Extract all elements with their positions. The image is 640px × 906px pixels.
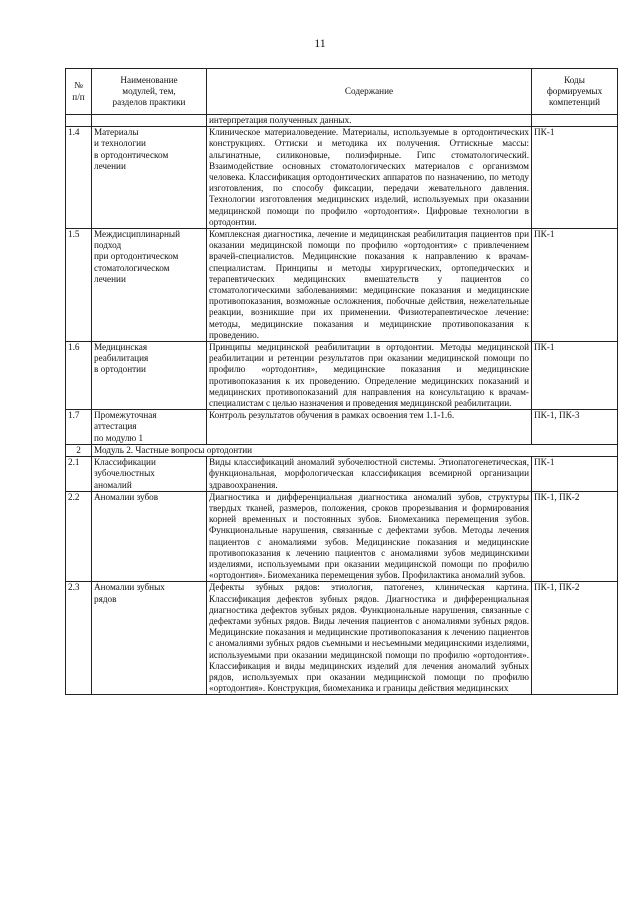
row-num: 2.2 — [66, 491, 92, 582]
row-content: Диагностика и дифференциальная диагностика аномалий зубов, структуры твердых тканей, размеров, положения, сроков прорезывания и формирования корней временных и постоянных зубов. Биомеханика перемещения зубов. Функциональные нарушения, связанные с дефектами зубов. Методы лечения пациентов с аномалиями зубов. Медицинские показания и медицинские противопоказания к лечению пациентов с аномалиями зубов медицинскими изделиями, используемыми при оказании медицинской помощи по профилю «ортодонтия». Биомеханика перемещения зубов. Профилактика аномалий зубов. — [207, 491, 532, 582]
page-number: 11 — [314, 36, 326, 50]
header-num: № п/п — [66, 69, 92, 115]
header-content: Содержание — [207, 69, 532, 115]
row-num: 1.4 — [66, 127, 92, 229]
table-row — [66, 229, 618, 342]
row-num: 2.3 — [66, 582, 92, 695]
row-codes: ПК-1 — [532, 457, 618, 492]
row-codes: ПК-1, ПК-2 — [532, 491, 618, 582]
table-row — [66, 582, 618, 695]
module-title: Модуль 2. Частные вопросы ортодонтии — [92, 444, 618, 456]
row-codes: ПК-1 — [532, 229, 618, 342]
row-name: Медицинская реабилитация в ортодонтии — [92, 342, 207, 410]
row-num: 1.5 — [66, 229, 92, 342]
table-row — [66, 410, 618, 445]
row-content: Дефекты зубных рядов: этиология, патогенез, клиническая картина. Классификация дефектов зубных рядов. Диагностика и дифференциальная диагностика дефектов зубных рядов. Функциональные нарушения, связанные с дефектами зубных рядов. Виды лечения пациентов с аномалиями зубных рядов. Медицинские показания и медицинские противопоказания к лечению пациентов с аномалиями зубных рядов съемными и несъемными медицинскими изделиями, используемыми при оказании медицинской помощи по профилю «ортодонтия». Классификация и виды медицинских изделий для лечения аномалий зубных рядов, используемых при оказании медицинской помощи по профилю «ортодонтия». Конструкция, биомеханика и границы действия медицинских — [207, 582, 532, 695]
table-row — [66, 115, 618, 127]
header-name: Наименование модулей, тем, разделов практики — [92, 69, 207, 115]
header-codes: Коды формируемых компетенций — [532, 69, 618, 115]
row-name — [92, 115, 207, 127]
row-name: Междисциплинарный подход при ортодонтическом стоматологическом лечении — [92, 229, 207, 342]
row-content: интерпретация полученных данных. — [207, 115, 532, 127]
row-content: Контроль результатов обучения в рамках освоения тем 1.1-1.6. — [207, 410, 532, 445]
row-content: Виды классификаций аномалий зубочелюстной системы. Этиопатогенетическая, функциональная, морфологическая классификация всемирной организации здравоохранения. — [207, 457, 532, 492]
row-content: Клиническое материаловедение. Материалы, используемые в ортодонтических конструкциях. Оттиски и методика их получения. Оттискные массы: альгинатные, силиконовые, полиэфирные. Гипс стоматологический. Взаимодействие основных стоматологических материалов с организмом человека. Классификация ортодонтических аппаратов по назначению, по методу изготовления, по способу фиксации, передачи жевательного давления. Технологии изготовления медицинских изделий, используемых при оказании медицинской помощи по профилю «ортодонтия». Цифровые технологии в ортодонтии. — [207, 127, 532, 229]
row-codes: ПК-1, ПК-2 — [532, 582, 618, 695]
row-codes — [532, 115, 618, 127]
row-name: Аномалии зубов — [92, 491, 207, 582]
row-num: 1.7 — [66, 410, 92, 445]
table-header-row — [66, 69, 618, 115]
row-content: Комплексная диагностика, лечение и медицинская реабилитация пациентов при оказании медицинской помощи по профилю «ортодонтия» с привлечением врачей-специалистов. Медицинские показания к направлению к врачам-специалистам. Принципы и методы хирургических, ортопедических и терапевтических медицинских вмешательств у пациентов со стоматологическими заболеваниями: медицинские показания и медицинские противопоказания, возможные осложнения, побочные действия, нежелательные реакции, возникшие при их применении. Физиотерапевтическое лечение: методы, медицинские показания и медицинские противопоказания к проведению. — [207, 229, 532, 342]
row-codes: ПК-1 — [532, 342, 618, 410]
module-row — [66, 444, 618, 456]
module-num: 2 — [66, 444, 92, 456]
table-row — [66, 457, 618, 492]
table-row — [66, 342, 618, 410]
curriculum-table — [65, 68, 618, 695]
row-name: Классификации зубочелюстных аномалий — [92, 457, 207, 492]
row-name: Материалы и технологии в ортодонтическом лечении — [92, 127, 207, 229]
row-content: Принципы медицинской реабилитации в ортодонтии. Методы медицинской реабилитации и ретенции результатов при оказании медицинской помощи по профилю «ортодонтия», медицинские показания и медицинские противопоказания к их проведению. Определение медицинских показаний и медицинских противопоказаний для направления на консультацию к врачам-специалистам с целью назначения и проведения медицинской реабилитации. — [207, 342, 532, 410]
row-codes: ПК-1, ПК-3 — [532, 410, 618, 445]
row-name: Аномалии зубных рядов — [92, 582, 207, 695]
table-row — [66, 127, 618, 229]
row-codes: ПК-1 — [532, 127, 618, 229]
row-name: Промежуточная аттестация по модулю 1 — [92, 410, 207, 445]
row-num: 2.1 — [66, 457, 92, 492]
table-row — [66, 491, 618, 582]
row-num — [66, 115, 92, 127]
row-num: 1.6 — [66, 342, 92, 410]
